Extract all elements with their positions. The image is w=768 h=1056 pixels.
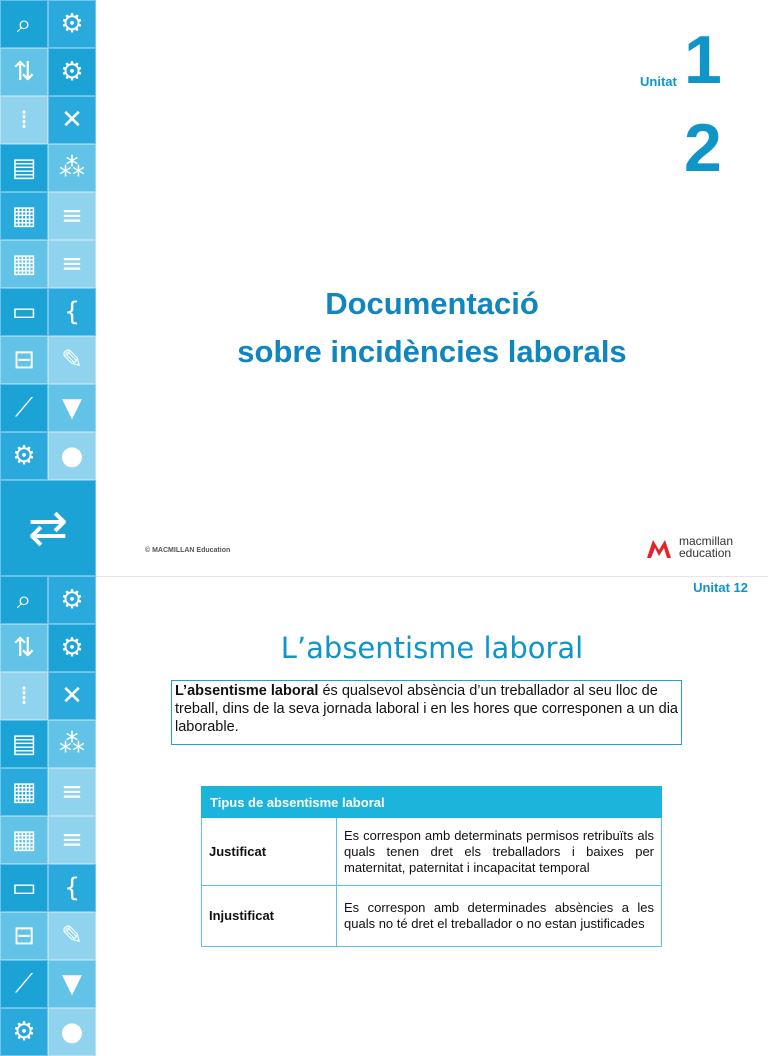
magnifier-icon: ⌕ xyxy=(0,576,48,624)
formula-icon: { xyxy=(48,864,96,912)
monitor-icon: ▭ xyxy=(0,288,48,336)
copyright-notice: © MACMILLAN Education xyxy=(145,547,231,554)
table-cell-description: Es correspon amb determinats permisos retribuïts als quals tenen dret els treballadors i baixes per maternitat, paternitat i incapacitat temporal xyxy=(337,818,662,886)
settings-icon: ⚙ xyxy=(0,1008,48,1056)
definition-text-continued: treball, dins de la seva jornada laboral i en les hores que corresponen a un dia laborable. xyxy=(175,701,678,735)
calculator-icon: ▦ xyxy=(0,192,48,240)
dots-grid-icon: ⁞ xyxy=(0,672,48,720)
abacus-icon: ⁂ xyxy=(48,144,96,192)
table-row xyxy=(202,818,662,886)
monitor-icon: ▭ xyxy=(0,864,48,912)
piggy-bank-icon: ● xyxy=(48,432,96,480)
calculator-icon: ▦ xyxy=(0,768,48,816)
bars-icon: ≡ xyxy=(48,816,96,864)
macmillan-logo-icon xyxy=(645,534,675,560)
ruler-icon: ≡ xyxy=(48,192,96,240)
chart-line-icon: ⟋ xyxy=(0,384,48,432)
macmillan-logo xyxy=(645,529,753,565)
slide-title-line-2: sobre incidències laborals xyxy=(237,334,627,369)
slide-title-line-1: Documentació xyxy=(325,286,539,321)
gears-icon: ⚙ xyxy=(48,576,96,624)
unit-corner-label: Unitat 12 xyxy=(693,580,748,595)
unit-number-first-digit: 1 xyxy=(684,22,722,98)
gears-icon: ⚙ xyxy=(48,0,96,48)
dots-grid-icon: ⁞ xyxy=(0,96,48,144)
macmillan-logo-text xyxy=(679,535,733,559)
table-row xyxy=(202,886,662,947)
decorative-icon-strip xyxy=(0,0,96,1047)
table-cell-description: Es correspon amb determinades absències a les quals no té dret el treballador o no estan justificades xyxy=(337,886,662,947)
definition-box xyxy=(171,680,682,745)
arrows-icon: ⇅ xyxy=(0,624,48,672)
unit-number-second-digit: 2 xyxy=(684,110,722,186)
gear-plus-icon: ⚙ xyxy=(48,48,96,96)
table-cell-type: Justificat xyxy=(202,818,337,886)
converge-arrows-icon: ✕ xyxy=(48,672,96,720)
slide-title xyxy=(96,280,768,376)
pencil-icon: ✎ xyxy=(48,912,96,960)
bars-icon: ≡ xyxy=(48,240,96,288)
scale-icon: ⊟ xyxy=(0,912,48,960)
settings-icon: ⚙ xyxy=(0,432,48,480)
formula-icon: { xyxy=(48,288,96,336)
grid-icon: ▦ xyxy=(0,816,48,864)
chart-line-icon: ⟋ xyxy=(0,960,48,1008)
slide-title: L’absentisme laboral xyxy=(280,631,584,665)
magnifier-icon: ⌕ xyxy=(0,0,48,48)
definition-term: L’absentisme laboral xyxy=(175,683,319,699)
grid-icon: ▦ xyxy=(0,240,48,288)
table-header: Tipus de absentisme laboral xyxy=(202,787,662,818)
definition-text: és qualsevol absència d’un treballador al seu lloc de xyxy=(318,683,658,699)
unit-label: Unitat xyxy=(640,74,677,89)
converge-arrows-icon: ✕ xyxy=(48,96,96,144)
logo-line-1: macmillan xyxy=(679,534,734,548)
presenter-icon: ▤ xyxy=(0,144,48,192)
abacus-icon: ⁂ xyxy=(48,720,96,768)
pencil-icon: ✎ xyxy=(48,336,96,384)
piggy-bank-icon: ● xyxy=(48,1008,96,1056)
gear-plus-icon: ⚙ xyxy=(48,624,96,672)
arrows-icon: ⇅ xyxy=(0,48,48,96)
ruler-icon: ≡ xyxy=(48,768,96,816)
table-cell-type: Injustificat xyxy=(202,886,337,947)
scale-icon: ⊟ xyxy=(0,336,48,384)
absenteeism-types-table xyxy=(201,786,662,947)
pencil-tip-icon: ▼ xyxy=(48,960,96,1008)
slide-divider xyxy=(96,576,768,577)
pencil-tip-icon: ▼ xyxy=(48,384,96,432)
exchange-monitor-icon: ⇄ xyxy=(0,480,96,576)
logo-line-2: education xyxy=(679,546,732,560)
presenter-icon: ▤ xyxy=(0,720,48,768)
